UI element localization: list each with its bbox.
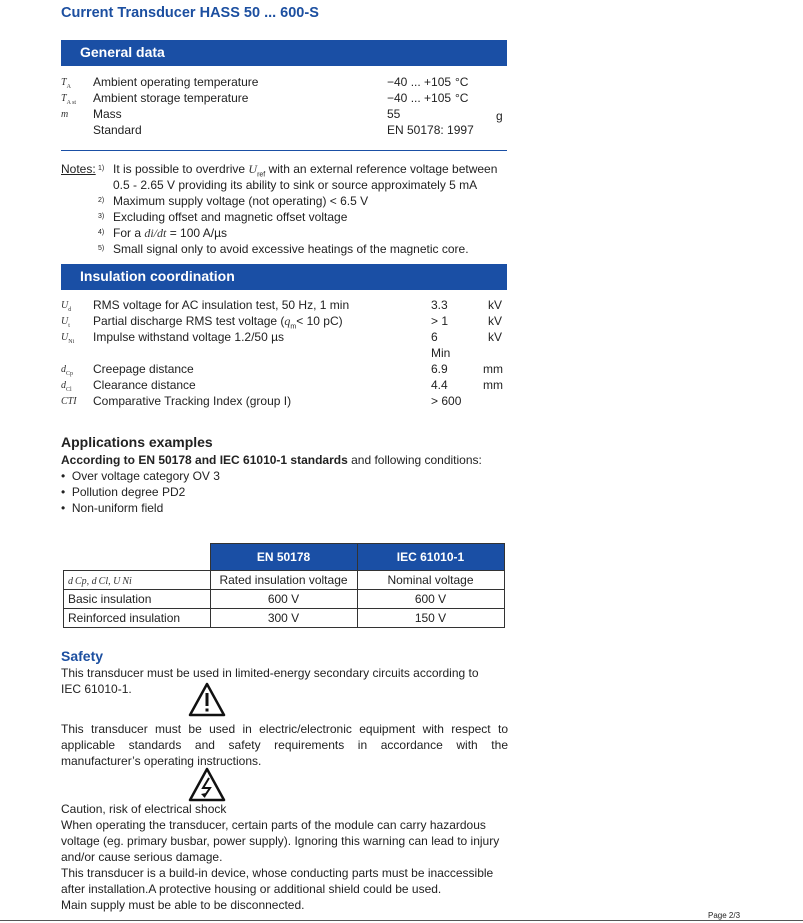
reinforced-en-value: 300 V: [210, 609, 357, 628]
symbol-uni: $U_{Ni}$: [61, 332, 75, 345]
page-title: Current Transducer HASS 50 ... 600-S: [61, 5, 319, 21]
mass-label: Mass: [93, 107, 122, 121]
safety-line-5: after installation.A protective housing or additional shield could be used.: [61, 882, 442, 896]
safety-line-6: Main supply must be able to be disconnected.: [61, 898, 305, 912]
ambient-storage-temp-unit: °C: [455, 91, 469, 105]
min-label: Min: [431, 346, 451, 360]
applications-intro: According to EN 50178 and IEC 61010-1 standards and following conditions:: [61, 453, 482, 467]
basic-en-value: 600 V: [210, 590, 357, 609]
rated-insulation-voltage: Rated insulation voltage: [210, 571, 357, 590]
symbol-dcp: $d_{Cp}$: [61, 364, 74, 377]
col-en50178: EN 50178: [210, 544, 357, 571]
note-3: Excluding offset and magnetic offset voltage: [113, 210, 348, 224]
notes-label: Notes:: [61, 162, 96, 176]
creepage-unit: mm: [483, 362, 503, 376]
page-number: Page 2/3: [708, 911, 741, 920]
note-2: Maximum supply voltage (not operating) < 6.5 V: [113, 194, 369, 208]
reinforced-iec-value: 150 V: [357, 609, 504, 628]
impulse-withstand-unit: kV: [488, 330, 503, 344]
safety-line-4: This transducer is a build-in device, whose conducting parts must be inaccessible: [61, 866, 494, 880]
cti-value: > 600: [431, 394, 462, 408]
note-1-continued: 0.5 - 2.65 V providing its ability to sink or source approximately 5 mA: [113, 178, 478, 192]
note-mark-5: 5): [98, 245, 105, 252]
electrical-shock-icon: [188, 767, 226, 802]
nominal-voltage: Nominal voltage: [357, 571, 504, 590]
rms-voltage-value: 3.3: [431, 298, 448, 312]
clearance-value: 4.4: [431, 378, 448, 392]
bullet-3: • Non-uniform field: [61, 501, 164, 515]
note-mark-2: 2): [98, 197, 105, 204]
note-mark-1: 1): [98, 165, 105, 172]
safety-paragraph-2: This transducer must be used in electric/electronic equipment with respect to applicable standards and safety requirements in accordance with the manufacturer’s operating instructions.: [61, 722, 508, 768]
ambient-operating-temp-label: Ambient operating temperature: [93, 75, 259, 89]
symbol-cti: CTI: [61, 396, 77, 407]
reinforced-insulation-label: Reinforced insulation: [64, 609, 211, 628]
creepage-value: 6.9: [431, 362, 448, 376]
mass-unit: g: [496, 109, 503, 123]
safety-paragraph-1: This transducer must be used in limited-energy secondary circuits according to IEC 61010-1.: [61, 666, 479, 696]
applications-heading: Applications examples: [61, 434, 213, 450]
impulse-withstand-value: 6: [431, 330, 438, 344]
symbol-ta: $T_A$: [61, 77, 71, 90]
standard-value: EN 50178: 1997: [387, 123, 474, 137]
partial-discharge-unit: kV: [488, 314, 503, 328]
bullet-2: • Pollution degree PD2: [61, 485, 186, 499]
partial-discharge-value: > 1: [431, 314, 449, 328]
symbol-tast: $T_{A st}$: [61, 93, 77, 106]
table-row: [64, 590, 505, 609]
safety-line-3: and/or cause serious damage.: [61, 850, 223, 864]
note-1: It is possible to overdrive $U_{ref}$ with an external reference voltage between: [113, 162, 498, 179]
symbols-cell: d Cp, d Cl, U Ni: [64, 571, 211, 590]
ambient-storage-temp-label: Ambient storage temperature: [93, 91, 249, 105]
footer-divider: [0, 920, 803, 921]
applications-table: [63, 543, 505, 628]
insulation-heading: Insulation coordination: [80, 268, 235, 284]
safety-line-2: voltage (eg. primary busbar, power supply). Ignoring this warning can lead to injury: [61, 834, 500, 848]
partial-discharge-label: Partial discharge RMS test voltage ($q_m< 10$ pC): [93, 314, 343, 331]
clearance-unit: mm: [483, 378, 503, 392]
safety-caution: Caution, risk of electrical shock: [61, 802, 227, 816]
general-data-header: [61, 40, 507, 66]
cti-label: Comparative Tracking Index (group I): [93, 394, 292, 408]
symbol-ud: $U_d$: [61, 300, 72, 313]
rms-voltage-unit: kV: [488, 298, 503, 312]
creepage-label: Creepage distance: [93, 362, 194, 376]
note-5: Small signal only to avoid excessive heatings of the magnetic core.: [113, 242, 469, 256]
warning-icon: [188, 682, 226, 717]
mass-value: 55: [387, 107, 401, 121]
symbol-m: m: [61, 109, 69, 120]
clearance-label: Clearance distance: [93, 378, 196, 392]
safety-heading: Safety: [61, 648, 104, 664]
insulation-header: [61, 264, 507, 290]
note-mark-3: 3): [98, 213, 105, 220]
note-4: For a di/dt = 100 A/µs: [113, 226, 227, 240]
col-iec61010: IEC 61010-1: [357, 544, 504, 571]
note-mark-4: 4): [98, 229, 105, 236]
standard-label: Standard: [93, 123, 142, 137]
bullet-1: • Over voltage category OV 3: [61, 469, 220, 483]
ambient-operating-temp-value: −40 ... +105: [387, 75, 452, 89]
basic-insulation-label: Basic insulation: [64, 590, 211, 609]
impulse-withstand-label: Impulse withstand voltage 1.2/50 µs: [93, 330, 285, 344]
symbol-ut: $U_t$: [61, 316, 70, 329]
basic-iec-value: 600 V: [357, 590, 504, 609]
safety-line-1: When operating the transducer, certain parts of the module can carry hazardous: [61, 818, 486, 832]
section-divider: [61, 150, 507, 151]
symbol-dcl: $d_{Cl}$: [61, 380, 72, 393]
rms-voltage-label: RMS voltage for AC insulation test, 50 Hz, 1 min: [93, 298, 350, 312]
ambient-storage-temp-value: −40 ... +105: [387, 91, 452, 105]
general-data-heading: General data: [80, 44, 165, 60]
table-row: [64, 609, 505, 628]
ambient-operating-temp-unit: °C: [455, 75, 469, 89]
